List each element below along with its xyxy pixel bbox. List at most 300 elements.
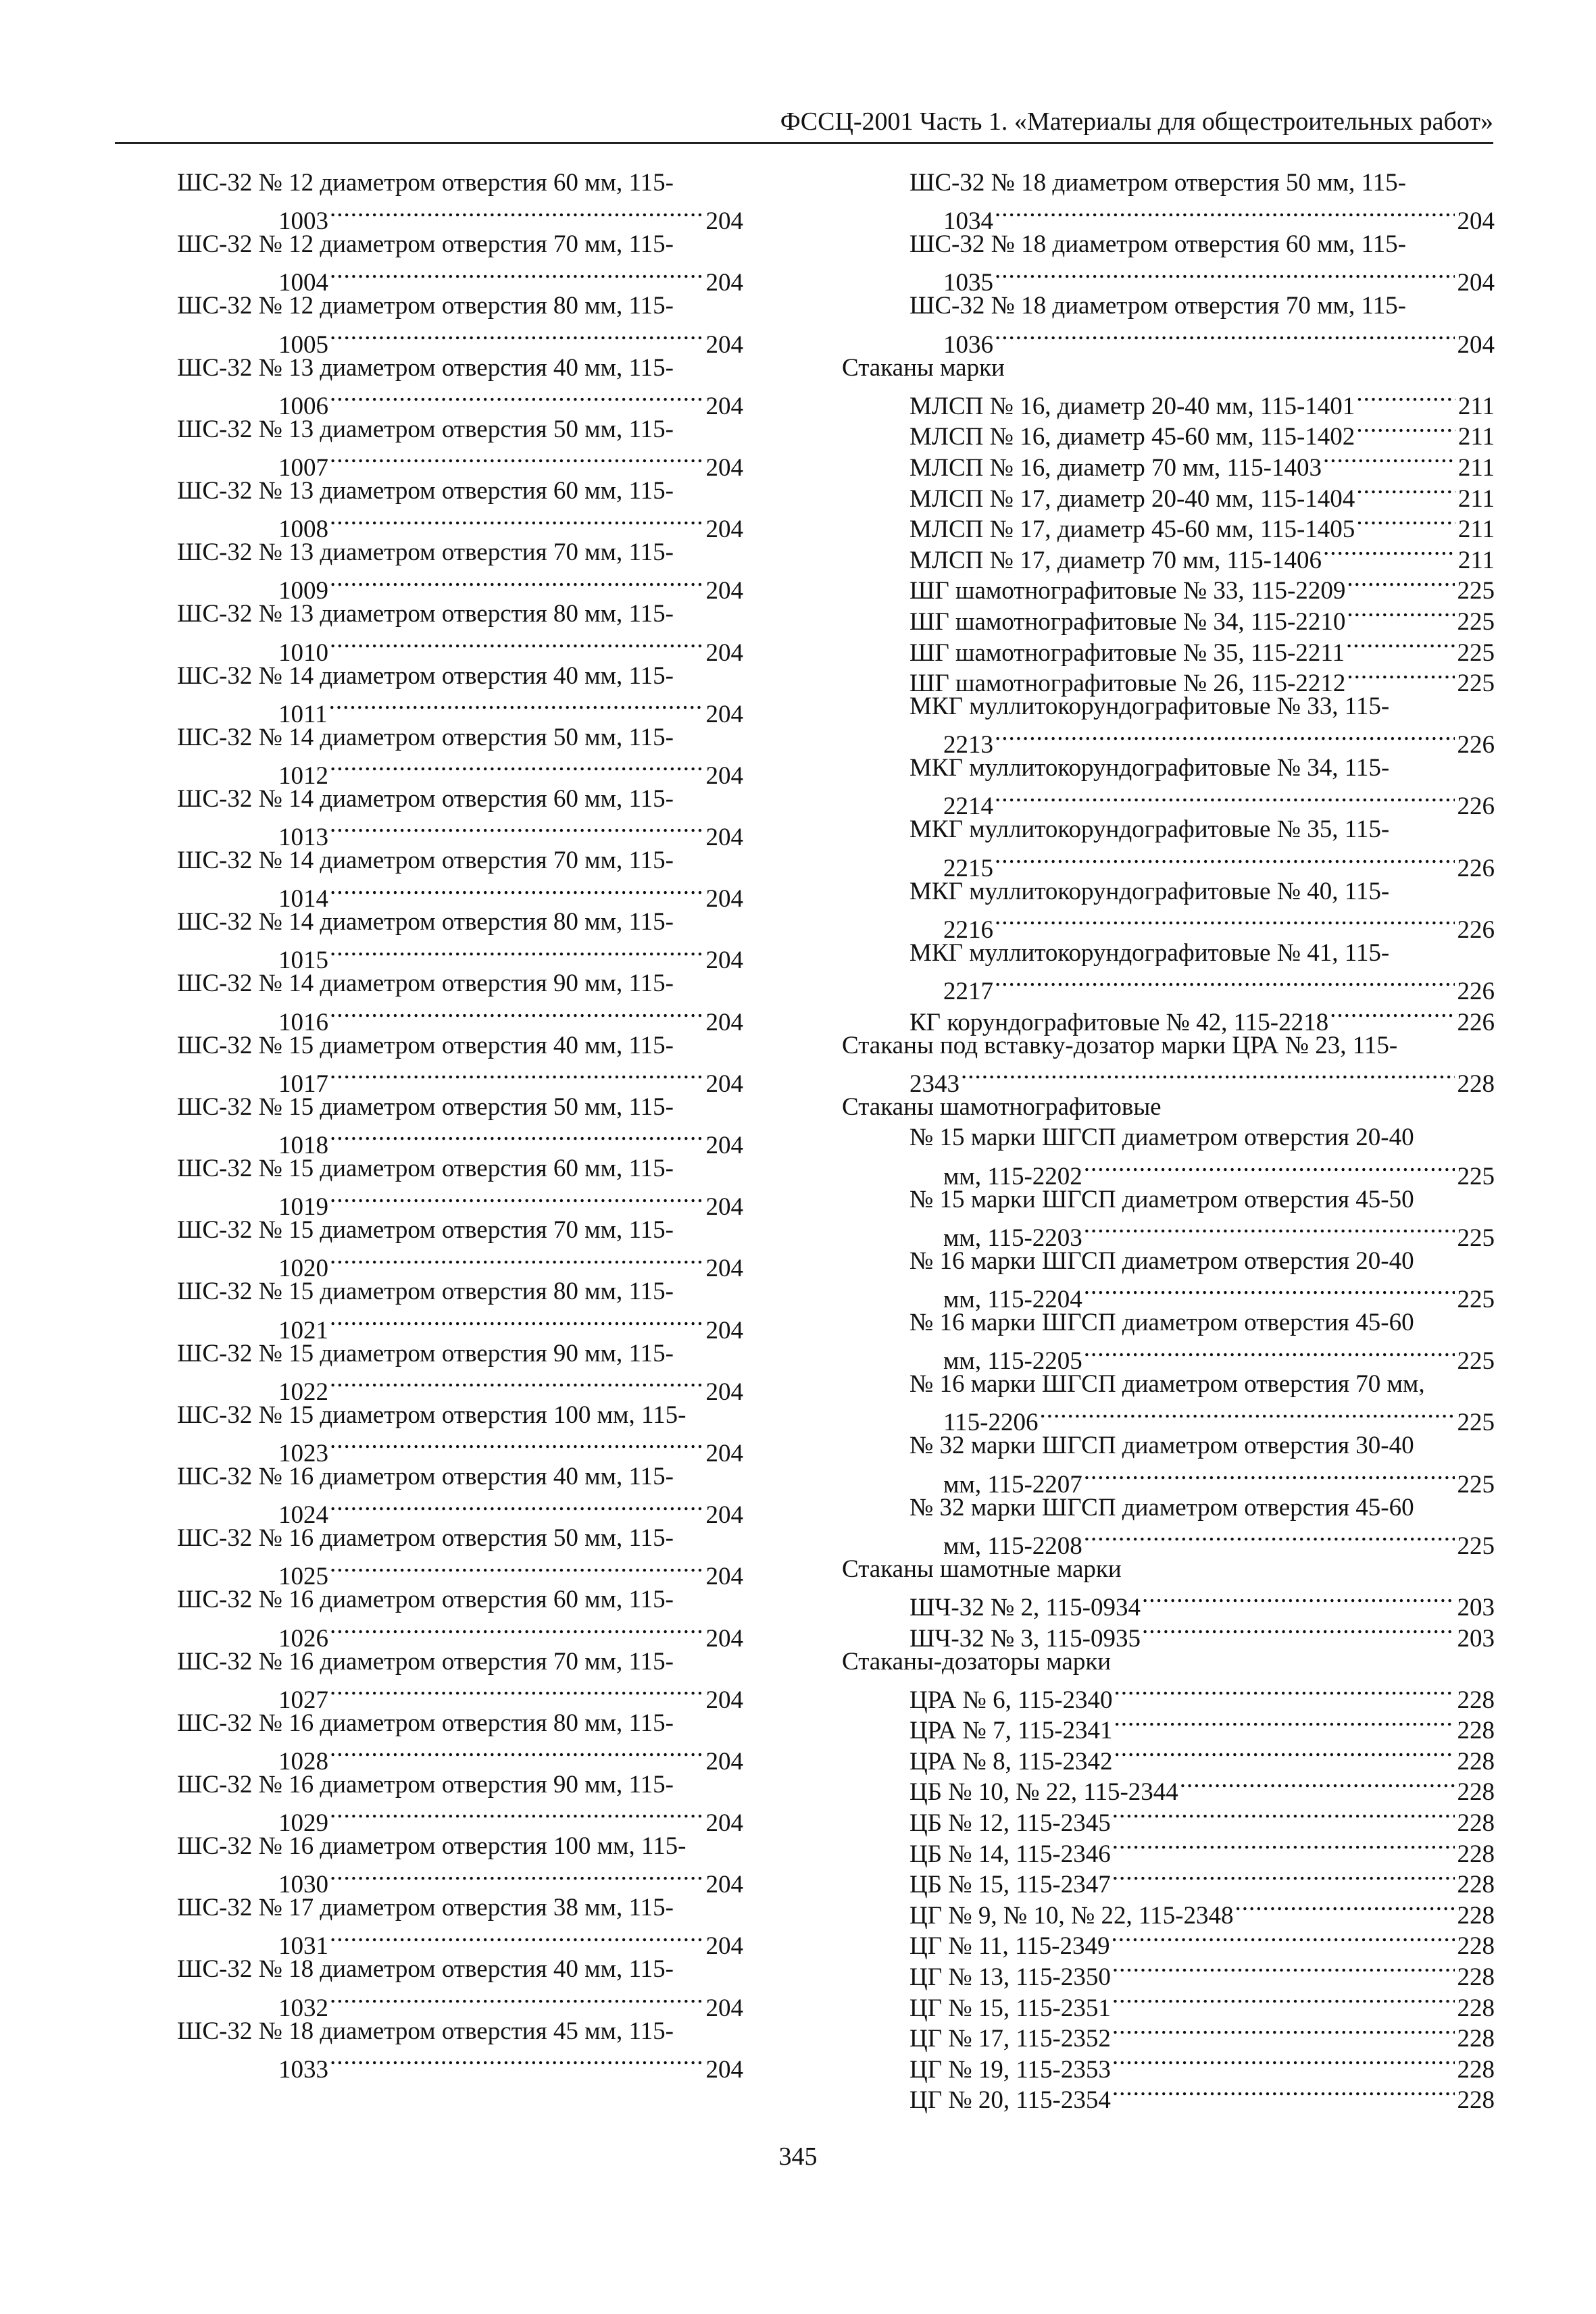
index-entry-line	[177, 1092, 743, 1123]
page-reference: 204	[705, 1439, 743, 1467]
index-entry-continuation	[177, 1369, 743, 1406]
index-entry-continuation-text: 1022	[278, 1378, 328, 1406]
dot-leader	[330, 1985, 703, 2016]
index-entry-continuation-text: мм, 115-2207	[943, 1470, 1082, 1499]
index-entry-line-text: № 16 марки ШГСП диаметром отверстия 70 мм,	[909, 1370, 1425, 1399]
dot-leader	[330, 1738, 703, 1769]
index-entry-line-text: ШС-32 № 18 диаметром отверстия 60 мм, 115-	[909, 230, 1406, 259]
page-reference: 204	[705, 1686, 743, 1714]
index-entry-line-text: ШС-32 № 15 диаметром отверстия 90 мм, 115-	[177, 1339, 674, 1367]
index-entry-continuation-text: 1021	[278, 1316, 328, 1344]
page-reference: 228	[1457, 1963, 1495, 1992]
index-entry-continuation	[842, 1338, 1495, 1376]
index-subentry-text: МЛСП № 17, диаметр 45-60 мм, 115-1405	[909, 515, 1355, 544]
index-entry-line-text: ШС-32 № 15 диаметром отверстия 40 мм, 115-	[177, 1031, 674, 1059]
index-entry-continuation-text: 1030	[278, 1871, 328, 1899]
index-entry-line-text: ШС-32 № 13 диаметром отверстия 70 мм, 115-	[177, 538, 674, 567]
page-reference: 228	[1457, 1717, 1495, 1745]
index-entry-continuation	[177, 1677, 743, 1714]
page-reference: 203	[1457, 1624, 1495, 1653]
index-entry-line-text: № 16 марки ШГСП диаметром отверстия 20-40	[909, 1247, 1414, 1275]
dot-leader	[1356, 383, 1455, 414]
page-reference: 228	[1457, 1070, 1495, 1098]
dot-leader	[1114, 1677, 1455, 1708]
index-entry-continuation-text: 1031	[278, 1932, 328, 1961]
index-entry-continuation-text: 1029	[278, 1809, 328, 1838]
index-entry-continuation-text: 2216	[943, 915, 993, 944]
index-entry-line	[842, 1184, 1495, 1215]
index-entry-continuation-text: мм, 115-2205	[943, 1347, 1082, 1376]
index-subentry-text: ШГ шамотнографитовые № 33, 115-2209	[909, 577, 1346, 605]
index-entry-continuation	[842, 1523, 1495, 1560]
index-subentry-text: МЛСП № 17, диаметр 20-40 мм, 115-1404	[909, 484, 1355, 513]
index-entry-line	[177, 661, 743, 692]
index-entry-line-text: ШС-32 № 15 диаметром отверстия 70 мм, 115-	[177, 1216, 674, 1244]
page-reference: 226	[1457, 854, 1495, 882]
index-entry-continuation	[177, 1246, 743, 1283]
index-entry-line-text: ШС-32 № 16 диаметром отверстия 50 мм, 115-	[177, 1524, 674, 1553]
page-reference: 228	[1457, 1809, 1495, 1838]
index-subentry-text: ШГ шамотнографитовые № 35, 115-2211	[909, 638, 1345, 667]
dot-leader	[1330, 999, 1454, 1030]
dot-leader	[330, 1862, 703, 1893]
index-entry-line-text: ШС-32 № 16 диаметром отверстия 40 мм, 115-	[177, 1462, 674, 1490]
page-reference: 228	[1457, 1747, 1495, 1776]
page-reference: 228	[1457, 2086, 1495, 2115]
dot-leader	[330, 1800, 703, 1831]
dot-leader	[330, 1554, 703, 1585]
index-entry-line-text: МКГ муллитокорундографитовые № 34, 115-	[909, 754, 1390, 782]
index-subentry-text: ЦГ № 17, 115-2352	[909, 2025, 1111, 2053]
index-entry-line	[177, 2016, 743, 2047]
index-entry-line-text: ШС-32 № 14 диаметром отверстия 90 мм, 115-	[177, 970, 674, 998]
dot-leader	[1084, 1153, 1455, 1184]
dot-leader	[330, 1307, 703, 1338]
index-entry-line	[177, 968, 743, 999]
dot-leader	[1356, 414, 1455, 445]
index-entry-line	[842, 938, 1495, 969]
index-entry-continuation-text: 1003	[278, 207, 328, 236]
page-reference: 226	[1457, 731, 1495, 759]
index-column-left	[177, 168, 743, 2084]
index-entry-continuation	[177, 322, 743, 359]
index-subentry-text: МЛСП № 17, диаметр 70 мм, 115-1406	[909, 546, 1322, 574]
index-heading	[842, 1554, 1495, 1585]
page-reference: 204	[705, 638, 743, 667]
index-subentry	[842, 383, 1495, 420]
page-reference: 204	[705, 1563, 743, 1591]
dot-leader	[995, 907, 1455, 938]
index-entry-line	[177, 1215, 743, 1246]
dot-leader	[330, 445, 703, 476]
index-entry-line	[177, 1030, 743, 1061]
index-subentry-text: МЛСП № 16, диаметр 45-60 мм, 115-1402	[909, 423, 1355, 451]
index-subentry-text: МЛСП № 16, диаметр 20-40 мм, 115-1401	[909, 392, 1355, 420]
index-subentry-text: ЦБ № 12, 115-2345	[909, 1809, 1111, 1838]
page-reference: 204	[705, 885, 743, 913]
index-entry-continuation	[177, 876, 743, 913]
index-entry-line-text: ШС-32 № 18 диаметром отверстия 70 мм, 115-	[909, 292, 1406, 320]
index-entry-line	[177, 845, 743, 876]
dot-leader	[1039, 1400, 1454, 1431]
index-entry-continuation	[177, 1492, 743, 1530]
page-reference: 204	[705, 577, 743, 605]
index-entry-line-text: ШС-32 № 15 диаметром отверстия 100 мм, 115-	[177, 1401, 687, 1429]
index-entry-continuation-text: 1035	[943, 269, 993, 297]
page-reference: 204	[705, 1193, 743, 1222]
index-entry-line-text: ШС-32 № 14 диаметром отверстия 50 мм, 115-	[177, 723, 674, 751]
index-entry-continuation	[842, 968, 1495, 1006]
index-entry-continuation	[177, 753, 743, 790]
dot-leader	[330, 199, 703, 230]
running-header: ФССЦ-2001 Часть 1. «Материалы для общестроительных работ»	[780, 107, 1493, 136]
index-subentry-text: ЦРА № 6, 115-2340	[909, 1686, 1113, 1714]
dot-leader	[1180, 1769, 1455, 1801]
index-entry-line	[177, 537, 743, 568]
page-reference: 211	[1457, 423, 1495, 451]
dot-leader	[330, 1061, 703, 1092]
index-entry-line-text: ШС-32 № 13 диаметром отверстия 80 мм, 115-	[177, 600, 674, 628]
index-entry-line	[177, 291, 743, 322]
dot-leader	[330, 876, 703, 907]
page-reference: 228	[1457, 1901, 1495, 1930]
index-entry-continuation-text: мм, 115-2202	[943, 1162, 1082, 1190]
index-entry-continuation-text: 2343	[909, 1070, 959, 1098]
index-entry-line	[842, 1430, 1495, 1461]
index-subentry-text: ЦГ № 15, 115-2351	[909, 1994, 1111, 2022]
index-entry-continuation-text: 1034	[943, 207, 993, 236]
index-subentry-text: КГ корундографитовые № 42, 115-2218	[909, 1008, 1329, 1036]
index-entry-continuation	[177, 999, 743, 1036]
index-subentry	[842, 1677, 1495, 1714]
dot-leader	[1235, 1892, 1454, 1923]
index-entry-line-text: ШС-32 № 16 диаметром отверстия 80 мм, 115-	[177, 1709, 674, 1737]
index-entry-line-text: МКГ муллитокорундографитовые № 33, 115-	[909, 693, 1390, 721]
index-entry-line	[842, 1369, 1495, 1400]
index-heading	[842, 1646, 1495, 1678]
dot-leader	[1114, 1708, 1455, 1739]
dot-leader	[1323, 537, 1455, 568]
index-entry-line	[842, 814, 1495, 845]
index-entry-line	[177, 1708, 743, 1739]
index-subentry-text: ШЧ-32 № 3, 115-0935	[909, 1624, 1141, 1653]
page-reference: 204	[705, 700, 743, 728]
page-reference: 225	[1457, 1409, 1495, 1437]
dot-leader	[1084, 1461, 1455, 1492]
index-entry-continuation-text: 2213	[943, 731, 993, 759]
index-entry-continuation-text: мм, 115-2204	[943, 1285, 1082, 1313]
index-entry-line-text: № 15 марки ШГСП диаметром отверстия 45-50	[909, 1185, 1414, 1213]
index-entry-line	[177, 1461, 743, 1492]
index-heading	[842, 1092, 1495, 1123]
index-entry-line-text: МКГ муллитокорундографитовые № 35, 115-	[909, 815, 1390, 844]
page-reference: 204	[705, 515, 743, 544]
page-reference: 204	[705, 1932, 743, 1961]
index-entry-continuation-text: 1027	[278, 1686, 328, 1714]
dot-leader	[995, 199, 1455, 230]
page-reference: 228	[1457, 1994, 1495, 2022]
dot-leader	[1356, 476, 1455, 507]
index-entry-continuation	[177, 1430, 743, 1467]
index-entry-continuation	[842, 1215, 1495, 1252]
page-reference: 228	[1457, 1932, 1495, 1961]
index-entry-line	[842, 168, 1495, 199]
header-rule	[115, 142, 1493, 144]
index-entry-line-text: ШС-32 № 13 диаметром отверстия 60 мм, 115-	[177, 476, 674, 505]
index-entry-line	[177, 1276, 743, 1307]
dot-leader	[995, 260, 1455, 291]
dot-leader	[1112, 1954, 1455, 1985]
page-reference: 204	[705, 1132, 743, 1159]
index-entry-continuation	[842, 1153, 1495, 1190]
page-reference: 228	[1457, 1778, 1495, 1807]
index-entry-continuation-text: 1024	[278, 1501, 328, 1530]
index-entry-line	[842, 1122, 1495, 1153]
dot-leader	[995, 322, 1455, 353]
index-entry-continuation	[177, 445, 743, 482]
index-entry-continuation-text: 1026	[278, 1624, 328, 1653]
dot-leader	[330, 1184, 703, 1215]
page-reference: 225	[1457, 1532, 1495, 1560]
index-entry-continuation	[177, 1307, 743, 1344]
index-entry-continuation-text: 1012	[278, 761, 328, 790]
dot-leader	[1112, 1831, 1455, 1862]
page-reference: 204	[705, 2055, 743, 2084]
page-reference: 204	[705, 761, 743, 790]
index-entry-line	[842, 1307, 1495, 1338]
dot-leader	[1347, 599, 1454, 630]
index-entry-line	[842, 229, 1495, 260]
index-entry-line-text: МКГ муллитокорундографитовые № 41, 115-	[909, 938, 1390, 967]
page-reference: 204	[705, 1255, 743, 1283]
dot-leader	[1112, 1862, 1455, 1893]
index-entry-continuation	[177, 568, 743, 605]
dot-leader	[995, 722, 1455, 753]
index-entry-continuation-text: 2217	[943, 978, 993, 1006]
page-reference: 204	[705, 1747, 743, 1776]
index-entry-continuation	[177, 814, 743, 852]
page-reference: 211	[1457, 546, 1495, 574]
index-subentry	[842, 1584, 1495, 1621]
page-reference: 225	[1457, 1162, 1495, 1190]
index-entry-continuation	[177, 1184, 743, 1222]
index-entry-line	[842, 1492, 1495, 1524]
page-number: 345	[778, 2142, 818, 2171]
page-reference: 225	[1457, 1285, 1495, 1313]
dot-leader	[330, 1246, 703, 1277]
index-subentry-text: ЦРА № 8, 115-2342	[909, 1747, 1113, 1776]
index-subentry-text: ЦБ № 10, № 22, 115-2344	[909, 1778, 1178, 1807]
index-entry-continuation	[842, 1061, 1495, 1098]
index-entry-line-text: ШС-32 № 16 диаметром отверстия 70 мм, 115-	[177, 1647, 674, 1676]
index-entry-continuation	[842, 1276, 1495, 1313]
page-reference: 211	[1457, 484, 1495, 513]
dot-leader	[330, 1615, 703, 1646]
index-entry-line-text: МКГ муллитокорундографитовые № 40, 115-	[909, 877, 1390, 905]
dot-leader	[1084, 1338, 1455, 1369]
index-entry-continuation	[177, 1862, 743, 1899]
index-entry-continuation	[177, 260, 743, 297]
index-entry-line-text: № 16 марки ШГСП диаметром отверстия 45-60	[909, 1308, 1414, 1336]
page-reference: 228	[1457, 1686, 1495, 1714]
index-entry-line-text: ШС-32 № 18 диаметром отверстия 50 мм, 115-	[909, 169, 1406, 197]
dot-leader	[1347, 661, 1454, 692]
index-entry-line	[177, 599, 743, 630]
index-entry-line-text: ШС-32 № 15 диаметром отверстия 80 мм, 115-	[177, 1278, 674, 1306]
index-entry-line-text: ШС-32 № 12 диаметром отверстия 80 мм, 115-	[177, 292, 674, 320]
page-reference: 211	[1457, 453, 1495, 482]
page-reference: 204	[705, 1316, 743, 1344]
dot-leader	[330, 1923, 703, 1955]
dot-leader	[330, 1677, 703, 1708]
index-entry-continuation-text: 1008	[278, 515, 328, 544]
index-entry-continuation-text: мм, 115-2208	[943, 1532, 1082, 1560]
index-subentry-text: ШГ шамотнографитовые № 34, 115-2210	[909, 607, 1346, 636]
index-entry-continuation-text: 1010	[278, 638, 328, 667]
index-entry-line	[842, 291, 1495, 322]
dot-leader	[1114, 1738, 1455, 1769]
index-entry-continuation	[177, 1738, 743, 1776]
index-entry-line	[177, 1892, 743, 1923]
index-entry-line	[177, 1831, 743, 1862]
dot-leader	[330, 260, 703, 291]
index-entry-line-text: ШС-32 № 16 диаметром отверстия 100 мм, 115-	[177, 1832, 687, 1861]
dot-leader	[330, 1369, 703, 1400]
index-entry-line-text: ШС-32 № 15 диаметром отверстия 50 мм, 115-	[177, 1092, 674, 1121]
page-reference: 204	[1457, 269, 1495, 297]
index-entry-continuation-text: 1011	[278, 700, 328, 728]
index-entry-continuation-text: 1033	[278, 2055, 328, 2084]
index-entry-line	[842, 876, 1495, 907]
index-entry-continuation-text: 1014	[278, 885, 328, 913]
index-entry-continuation-text: 1005	[278, 330, 328, 359]
page-reference: 204	[705, 1378, 743, 1406]
index-subentry-text: МЛСП № 16, диаметр 70 мм, 115-1403	[909, 453, 1322, 482]
index-entry-continuation-text: 1017	[278, 1070, 328, 1098]
index-entry-line	[842, 691, 1495, 722]
dot-leader	[330, 999, 703, 1030]
dot-leader	[995, 968, 1455, 999]
index-entry-continuation-text: 1015	[278, 947, 328, 975]
index-entry-continuation-text: 1018	[278, 1132, 328, 1159]
dot-leader	[1084, 1215, 1455, 1246]
index-entry-continuation-text: 1025	[278, 1563, 328, 1591]
index-entry-line-text: ШС-32 № 12 диаметром отверстия 60 мм, 115-	[177, 169, 674, 197]
page-reference: 225	[1457, 1470, 1495, 1499]
index-entry-continuation	[177, 2046, 743, 2084]
index-entry-line	[842, 753, 1495, 784]
page-reference: 225	[1457, 577, 1495, 605]
index-entry-continuation-text: 1009	[278, 577, 328, 605]
index-entry-line-text: ШС-32 № 15 диаметром отверстия 60 мм, 115-	[177, 1155, 674, 1182]
dot-leader	[1142, 1584, 1455, 1615]
index-entry-line-text: ШС-32 № 18 диаметром отверстия 40 мм, 115-	[177, 1955, 674, 1984]
index-subentry-text: ЦРА № 7, 115-2341	[909, 1717, 1113, 1745]
page-reference: 226	[1457, 978, 1495, 1006]
index-heading-text: Стаканы марки	[842, 353, 1005, 382]
index-entry-continuation	[177, 691, 743, 728]
page-reference: 204	[705, 453, 743, 482]
dot-leader	[330, 1492, 703, 1524]
page-reference: 228	[1457, 2055, 1495, 2084]
index-subentry-text: ШЧ-32 № 2, 115-0934	[909, 1593, 1141, 1621]
index-entry-line	[177, 1153, 743, 1184]
dot-leader	[330, 1430, 703, 1461]
page-reference: 204	[1457, 330, 1495, 359]
dot-leader	[1356, 507, 1455, 538]
page-reference: 225	[1457, 670, 1495, 698]
dot-leader	[330, 2046, 703, 2078]
index-subentry-text: ЦГ № 20, 115-2354	[909, 2086, 1111, 2115]
index-entry-line	[177, 1769, 743, 1801]
page-reference: 204	[705, 330, 743, 359]
index-entry-continuation-text: 1007	[278, 453, 328, 482]
dot-leader	[1112, 2016, 1455, 2047]
dot-leader	[1112, 2046, 1455, 2078]
index-entry-continuation	[842, 1400, 1495, 1437]
index-entry-line	[177, 1646, 743, 1678]
dot-leader	[995, 845, 1455, 876]
page-reference: 204	[705, 1070, 743, 1098]
index-subentry-text: ЦГ № 13, 115-2350	[909, 1963, 1111, 1992]
dot-leader	[330, 753, 703, 784]
index-entry-continuation-text: 1028	[278, 1747, 328, 1776]
dot-leader	[330, 630, 703, 661]
page-reference: 225	[1457, 638, 1495, 667]
dot-leader	[1112, 2078, 1455, 2109]
page-reference: 226	[1457, 793, 1495, 821]
index-entry-continuation	[842, 722, 1495, 759]
dot-leader	[1112, 1923, 1455, 1955]
index-entry-continuation-text: 1004	[278, 269, 328, 297]
page-reference: 204	[705, 207, 743, 236]
index-entry-line-text: ШС-32 № 18 диаметром отверстия 45 мм, 115-	[177, 2017, 674, 2045]
index-entry-continuation-text: 1036	[943, 330, 993, 359]
index-entry-line-text: ШС-32 № 13 диаметром отверстия 50 мм, 115-	[177, 415, 674, 443]
index-entry-continuation	[177, 383, 743, 420]
dot-leader	[961, 1061, 1455, 1092]
index-entry-line-text: № 15 марки ШГСП диаметром отверстия 20-40	[909, 1124, 1414, 1152]
index-entry-continuation-text: 1013	[278, 824, 328, 852]
index-entry-continuation	[177, 1061, 743, 1098]
index-subentry-text: ЦГ № 11, 115-2349	[909, 1932, 1110, 1961]
index-entry-line	[177, 1338, 743, 1369]
dot-leader	[330, 568, 703, 599]
index-entry-line-text: Стаканы под вставку-дозатор марки ЦРА № 23, 115-	[842, 1031, 1398, 1059]
dot-leader	[330, 814, 703, 845]
index-entry-line	[177, 476, 743, 507]
dot-leader	[1347, 568, 1454, 599]
page-reference: 228	[1457, 1871, 1495, 1899]
index-entry-continuation-text: 2214	[943, 793, 993, 821]
page-reference: 204	[705, 1809, 743, 1838]
page-reference: 204	[705, 1008, 743, 1036]
page-reference: 225	[1457, 1224, 1495, 1252]
index-entry-line	[177, 414, 743, 445]
index-entry-line	[842, 1030, 1495, 1061]
index-entry-line-text: ШС-32 № 13 диаметром отверстия 40 мм, 115-	[177, 353, 674, 382]
index-entry-continuation	[842, 199, 1495, 236]
index-entry-line	[177, 1400, 743, 1431]
dot-leader	[1346, 630, 1455, 661]
index-entry-line-text: ШС-32 № 16 диаметром отверстия 90 мм, 115-	[177, 1770, 674, 1799]
index-entry-continuation	[177, 507, 743, 544]
index-entry-continuation	[177, 1554, 743, 1591]
index-column-right	[842, 168, 1495, 2115]
index-entry-continuation	[842, 845, 1495, 882]
index-entry-line	[177, 1954, 743, 1985]
index-entry-continuation	[177, 1923, 743, 1961]
